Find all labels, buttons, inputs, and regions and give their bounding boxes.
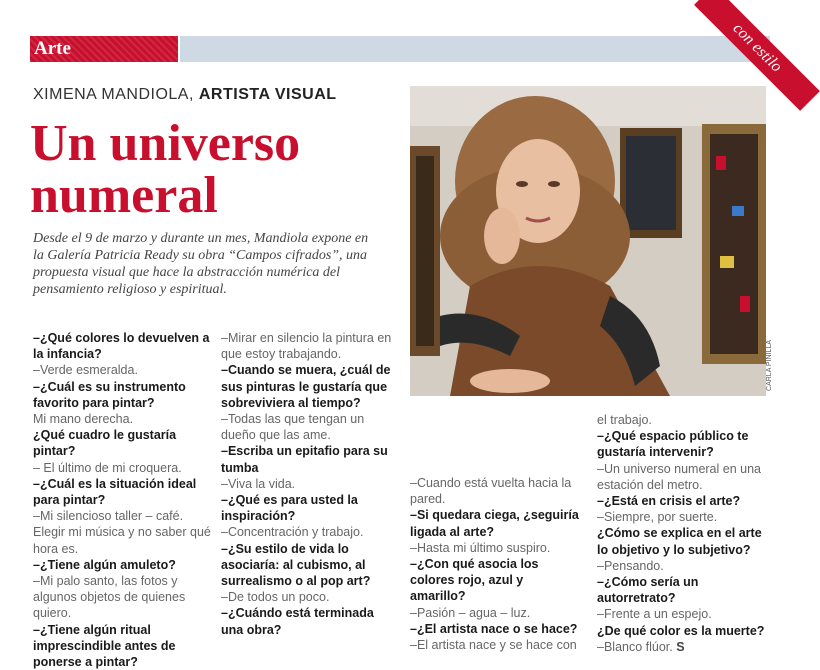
question: –Escriba un epitafio para su tumba: [221, 444, 388, 475]
section-label: Arte: [34, 38, 71, 59]
answer: –Pasión – agua – luz.: [410, 605, 531, 620]
kicker-role: ARTISTA VISUAL: [198, 86, 337, 103]
answer: –Mi silencioso taller – café. Elegir mi música y no saber qué hora es.: [33, 509, 211, 556]
question: –¿Su estilo de vida lo asociaría: al cubismo, al surrealismo o al pop art?: [221, 541, 371, 589]
answer: –Todas las que tengan un dueño que las ame.: [221, 412, 365, 443]
answer: –Viva la vida.: [221, 476, 296, 491]
question: –¿Cuál es la situación ideal para pintar?: [33, 476, 197, 508]
answer: –De todos un poco.: [221, 590, 330, 605]
answer: Mi mano derecha.: [33, 412, 134, 427]
section-rule: [180, 36, 770, 62]
answer: –Un universo numeral en una estación del metro.: [597, 461, 761, 492]
lead-paragraph: Desde el 9 de marzo y durante un mes, Mandiola expone en la Galería Patricia Ready su obra “Campos cifrados”, una propuesta visual que hace la abstracción numérica del pensamiento religioso y espiritual.: [33, 231, 369, 297]
headline: Un universo numeral: [30, 115, 301, 224]
question: –¿Tiene algún amuleto?: [33, 557, 176, 572]
answer: –Pensando.: [597, 558, 664, 573]
answer: –Frente a un espejo.: [597, 607, 712, 622]
section-tag: [30, 36, 178, 62]
question: –¿Con qué asocia los colores rojo, azul y amarillo?: [410, 557, 539, 604]
answer: –Siempre, por suerte.: [597, 510, 718, 525]
answer: –Verde esmeralda.: [33, 363, 138, 378]
question: –¿Qué es para usted la inspiración?: [221, 493, 358, 524]
answer: –Cuando está vuelta hacia la pared.: [410, 476, 572, 507]
question: –¿Está en crisis el arte?: [597, 494, 741, 509]
answer: –Hasta mi último suspiro.: [410, 540, 551, 555]
qa-column-2: [221, 330, 395, 638]
portrait-photo: [410, 86, 766, 396]
question: –¿El artista nace o se hace?: [410, 621, 578, 636]
end-mark: S: [672, 639, 685, 654]
answer: –Concentración y trabajo.: [221, 525, 364, 540]
qa-column-1: [33, 330, 211, 670]
qa-column-3: [410, 475, 580, 653]
question: –¿Cuál es su instrumento favorito para pintar?: [33, 379, 186, 410]
answer: –Mirar en silencio la pintura en que estoy trabajando.: [221, 331, 392, 362]
answer: –Mi palo santo, las fotos y algunos objetos de quienes quiero.: [33, 574, 186, 621]
question: –¿Cómo sería un autorretrato?: [597, 575, 699, 606]
portrait-illustration: [410, 86, 766, 396]
answer: – El último de mi croquera.: [33, 460, 182, 475]
answer: –El artista nace y se hace con: [410, 638, 577, 653]
question: –Cuando se muera, ¿cuál de sus pinturas le gustaría que sobreviviera al tiempo?: [221, 363, 391, 410]
article-kicker: [33, 86, 337, 104]
question: –¿Qué espacio público te gustaría intervenir?: [597, 429, 749, 460]
qa-column-4: [597, 412, 769, 655]
photo-credit: CARLA PINILLA: [766, 340, 773, 391]
question: –¿Tiene algún ritual imprescindible antes de ponerse a pintar?: [33, 622, 176, 670]
question: –Si quedara ciega, ¿seguiría ligada al arte?: [410, 508, 579, 539]
question: –¿Qué colores lo devuelven a la infancia?: [33, 331, 210, 362]
corner-ribbon-label: con estilo: [694, 0, 820, 111]
question: ¿Qué cuadro le gustaría pintar?: [33, 428, 177, 459]
question: ¿De qué color es la muerte?: [597, 623, 765, 638]
answer: el trabajo.: [597, 413, 652, 427]
question: ¿Cómo se explica en el arte lo objetivo y lo subjetivo?: [597, 526, 762, 557]
section-header-bar: [30, 36, 770, 62]
question: –¿Cuándo está terminada una obra?: [221, 606, 374, 637]
answer: –Blanco flúor. S: [597, 639, 685, 654]
kicker-name: XIMENA MANDIOLA,: [33, 86, 194, 103]
